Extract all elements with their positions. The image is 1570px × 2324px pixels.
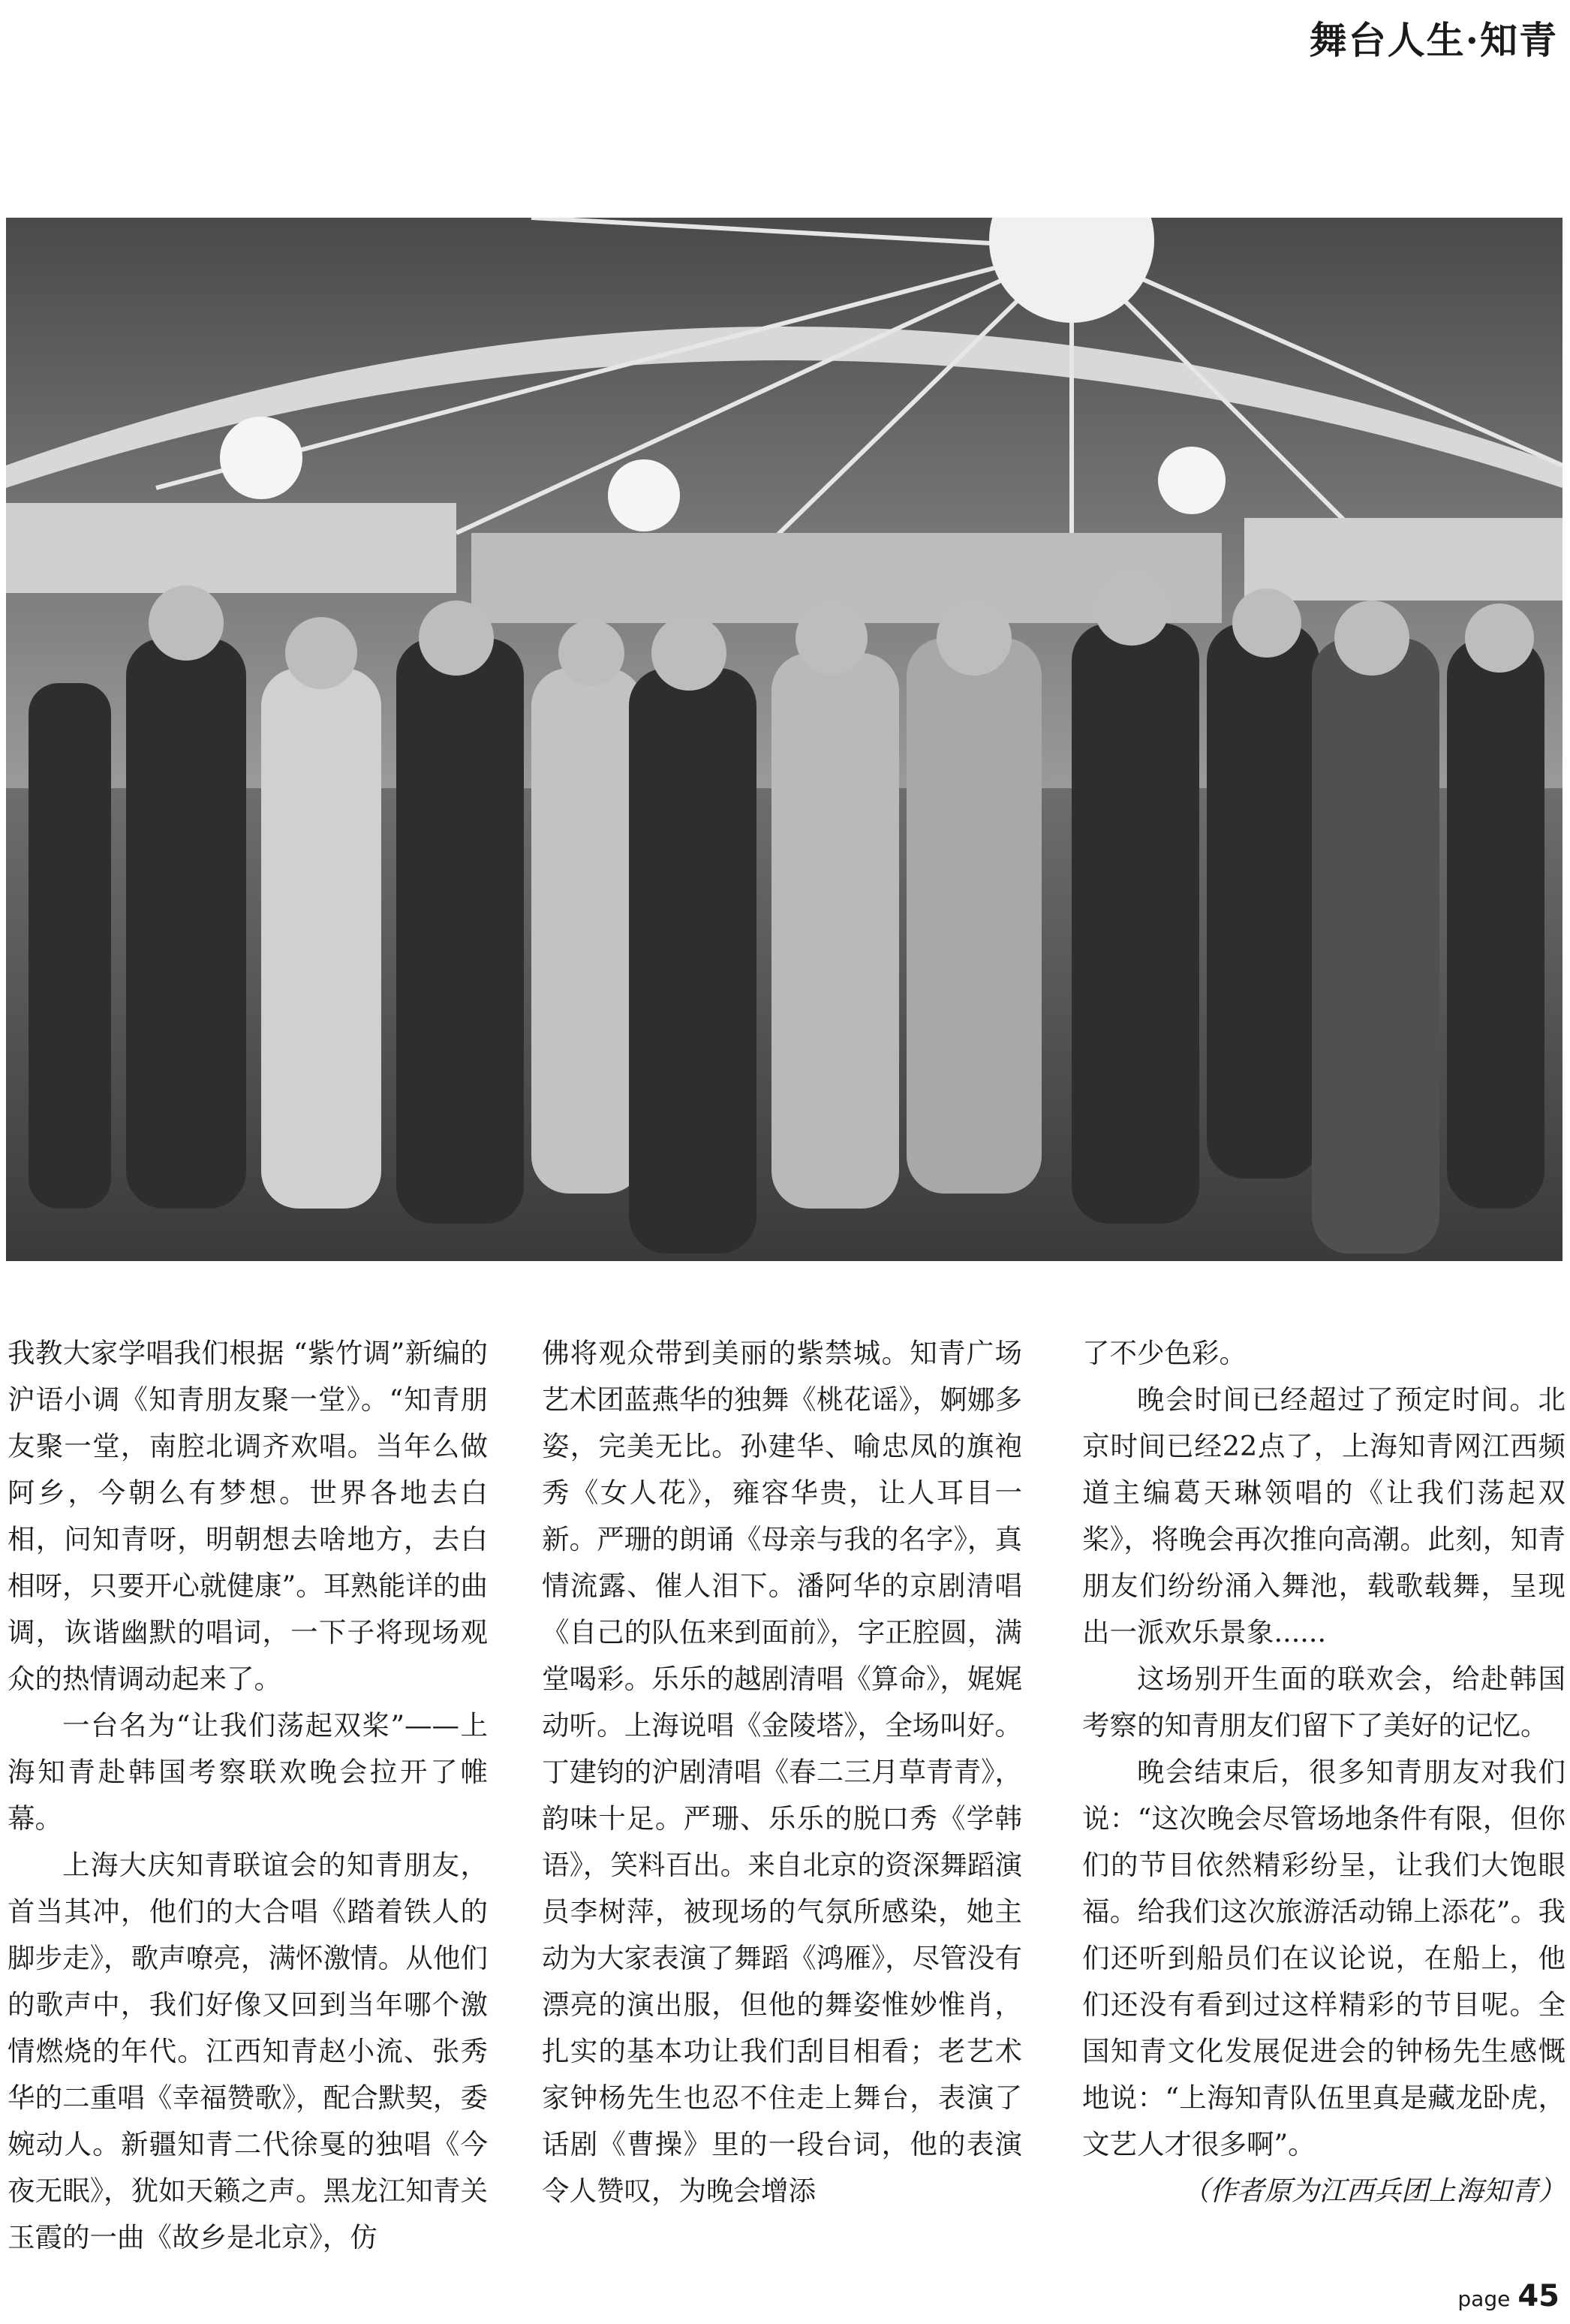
paragraph: 上海大庆知青联谊会的知青朋友，首当其冲，他们的大合唱《踏着铁人的脚步走》，歌声嘹亮，满怀激情。从他们的歌声中，我们好像又回到当年哪个激情燃烧的年代。江西知青赵小流、张秀华的二重唱《幸福赞歌》，配合默契，委婉动人。新疆知青二代徐戛的独唱《今夜无眠》，犹如天籁之声。黑龙江知青关玉霞的一曲《故乡是北京》，仿 [8, 1849, 488, 2253]
paragraph: 这场别开生面的联欢会，给赴韩国考察的知青朋友们留下了美好的记忆。 [1082, 1663, 1565, 1741]
author-byline: （作者原为江西兵团上海知青） [1182, 2175, 1565, 2207]
paragraph: 晚会时间已经超过了预定时间。北京时间已经22点了，上海知青网江西频道主编葛天琳领唱的《让我们荡起双桨》，将晚会再次推向高潮。此刻，知青朋友们纷纷涌入舞池，载歌载舞，呈现出一派欢乐景象...... [1082, 1383, 1565, 1648]
article-column-2 [542, 1330, 1022, 2214]
paragraph: 了不少色彩。 [1082, 1337, 1247, 1369]
paragraph: 一台名为“让我们荡起双桨”——上海知青赴韩国考察联欢晚会拉开了帷幕。 [8, 1709, 488, 1835]
group-photo [6, 218, 1562, 1261]
article-column-3 [1082, 1330, 1565, 2214]
page-number-value: 45 [1517, 2279, 1559, 2313]
page-number [1457, 2279, 1559, 2313]
page-label: page [1457, 2286, 1511, 2311]
paragraph: 晚会结束后，很多知青朋友对我们说：“这次晚会尽管场地条件有限，但你们的节目依然精彩纷呈，让我们大饱眼福。给我们这次旅游活动锦上添花”。我们还听到船员们在议论说，在船上，他们还没有看到过这样精彩的节目呢。全国知青文化发展促进会的钟杨先生感慨地说：“上海知青队伍里真是藏龙卧虎，文艺人才很多啊”。 [1082, 1756, 1565, 2160]
paragraph: 我教大家学唱我们根据 “紫竹调”新编的沪语小调《知青朋友聚一堂》。“知青朋友聚一堂，南腔北调齐欢唱。当年么做阿乡，今朝么有梦想。世界各地去白相，问知青呀，明朝想去啥地方，去白相呀，只要开心就健康”。耳熟能详的曲调，诙谐幽默的唱词，一下子将现场观众的热情调动起来了。 [8, 1337, 488, 1695]
section-header: 舞台人生·知青 [1309, 18, 1558, 62]
paragraph: 佛将观众带到美丽的紫禁城。知青广场艺术团蓝燕华的独舞《桃花谣》，婀娜多姿，完美无比。孙建华、喻忠凤的旗袍秀《女人花》，雍容华贵，让人耳目一新。严珊的朗诵《母亲与我的名字》，真情流露、催人泪下。潘阿华的京剧清唱《自己的队伍来到面前》，字正腔圆，满堂喝彩。乐乐的越剧清唱《算命》，娓娓动听。上海说唱《金陵塔》，全场叫好。丁建钧的沪剧清唱《春二三月草青青》，韵味十足。严珊、乐乐的脱口秀《学韩语》，笑料百出。来自北京的资深舞蹈演员李树萍，被现场的气氛所感染，她主动为大家表演了舞蹈《鸿雁》，尽管没有漂亮的演出服，但他的舞姿惟妙惟肖，扎实的基本功让我们刮目相看；老艺术家钟杨先生也忍不住走上舞台，表演了话剧《曹操》里的一段台词，他的表演令人赞叹，为晚会增添 [542, 1337, 1022, 2207]
article-column-1 [8, 1330, 488, 2261]
photo-icon [6, 218, 1562, 1261]
